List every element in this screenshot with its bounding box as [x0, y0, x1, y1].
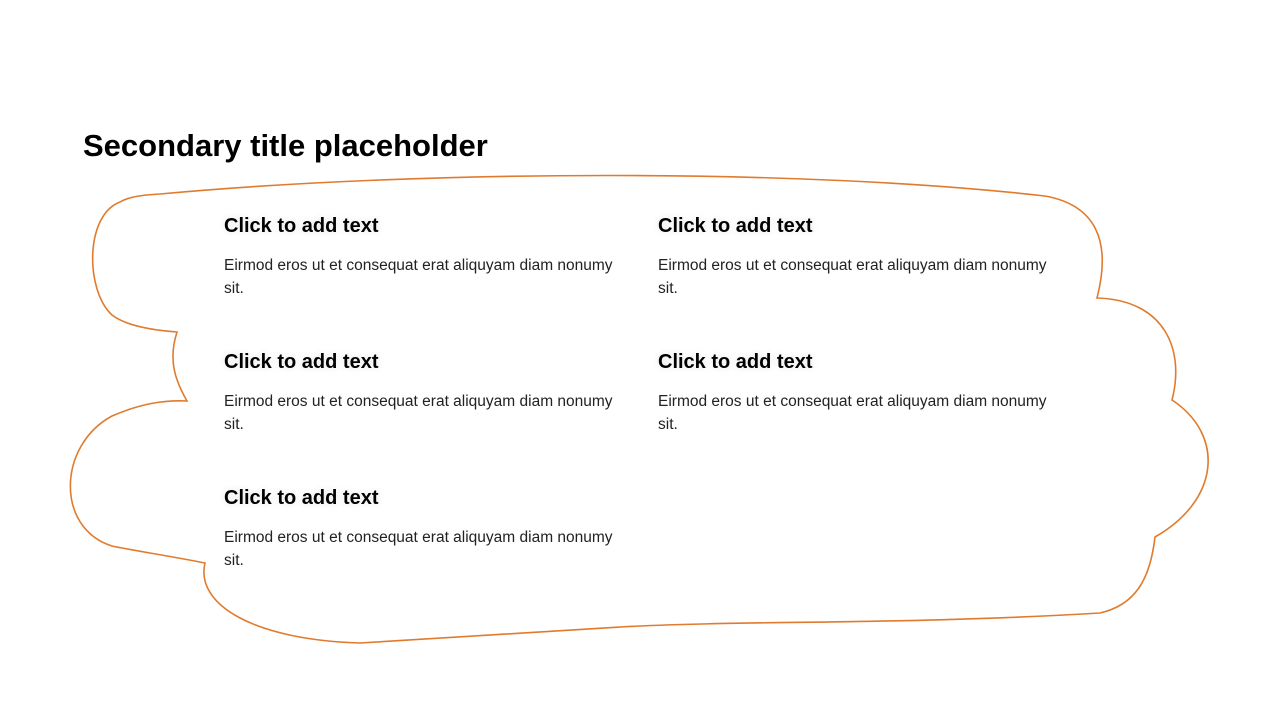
text-block-body[interactable]: Eirmod eros ut et consequat erat aliquyam diam nonumy sit. — [224, 257, 613, 297]
text-block-3 — [224, 349, 634, 436]
text-block-2 — [658, 213, 1068, 300]
text-block-5 — [224, 485, 634, 572]
text-block-heading[interactable]: Click to add text — [224, 351, 379, 373]
text-block-1 — [224, 213, 634, 300]
text-block-body[interactable]: Eirmod eros ut et consequat erat aliquyam diam nonumy sit. — [658, 257, 1047, 297]
text-block-body[interactable]: Eirmod eros ut et consequat erat aliquyam diam nonumy sit. — [224, 529, 613, 569]
text-block-heading[interactable]: Click to add text — [658, 351, 813, 373]
text-block-heading[interactable]: Click to add text — [658, 215, 813, 237]
text-block-body[interactable]: Eirmod eros ut et consequat erat aliquyam diam nonumy sit. — [224, 393, 613, 433]
page-title: Secondary title placeholder — [83, 128, 488, 163]
text-block-body[interactable]: Eirmod eros ut et consequat erat aliquyam diam nonumy sit. — [658, 393, 1047, 433]
text-block-heading[interactable]: Click to add text — [224, 215, 379, 237]
text-block-heading[interactable]: Click to add text — [224, 487, 379, 509]
text-block-4 — [658, 349, 1068, 436]
